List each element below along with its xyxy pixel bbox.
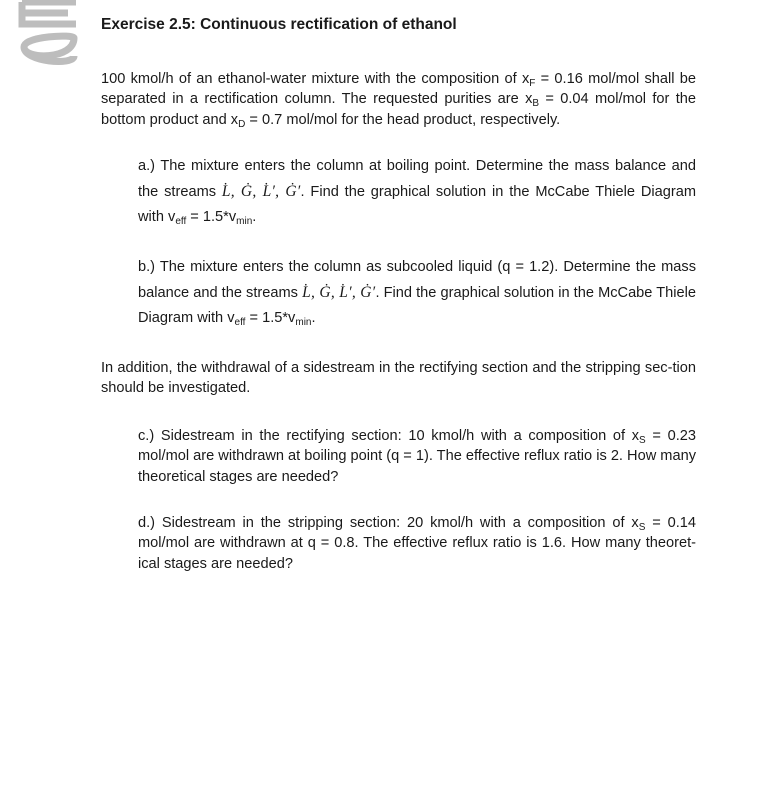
addition-paragraph: In addition, the withdrawal of a sidestream in the rectifying section and the stripping sec-tion should be investigated. [101, 360, 696, 397]
part-d: d.) Sidestream in the stripping section: 20 kmol/h with a composition of $x_S = 0.14$ mol/mol are withdrawn at q = 0.8. The effective reflux ratio is 1.6. How many theoret-ical stages are needed? [138, 515, 696, 572]
logo-letter-c [24, 36, 74, 61]
logo-letter-e [22, 2, 76, 24]
exercise-title: Exercise 2.5: Continuous rectification of ethanol [101, 16, 457, 33]
intro-paragraph: 100 kmol/h of an ethanol-water mixture with the composition of $x_F = 0.16$ mol/mol shall be separated in a rectification column. The requested purities are $x_B = 0.04$ mol/mol for the bottom product and $x_D = 0.7$ mol/mol for the head product, respectively. [101, 71, 697, 130]
part-b: b.) The mixture enters the column as subcooled liquid (q = 1.2). Determine the mass balance and the streams L̇, Ġ, L̇′, Ġ′. Find the graphical solution in the McCabe Thiele Diagram with $v_{eff} = 1.5*v_{min}$. [138, 259, 697, 328]
part-c: c.) Sidestream in the rectifying section: 10 kmol/h with a composition of $x_S = 0.23$ mol/mol are withdrawn at boiling point (q = 1). The effective reflux ratio is 2. How many theoretical stages are needed? [138, 428, 696, 485]
streams-formula: L̇, Ġ, L̇′, Ġ′ [302, 284, 376, 301]
streams-formula: L̇, Ġ, L̇′, Ġ′ [221, 183, 301, 200]
ce-logo [18, 0, 80, 70]
part-a: a.) The mixture enters the column at boiling point. Determine the mass balance and the streams L̇, Ġ, L̇′, Ġ′. Find the graphical solution in the McCabe Thiele Diagram with $v_{eff} = 1.5*v_{min}$. [138, 158, 696, 227]
